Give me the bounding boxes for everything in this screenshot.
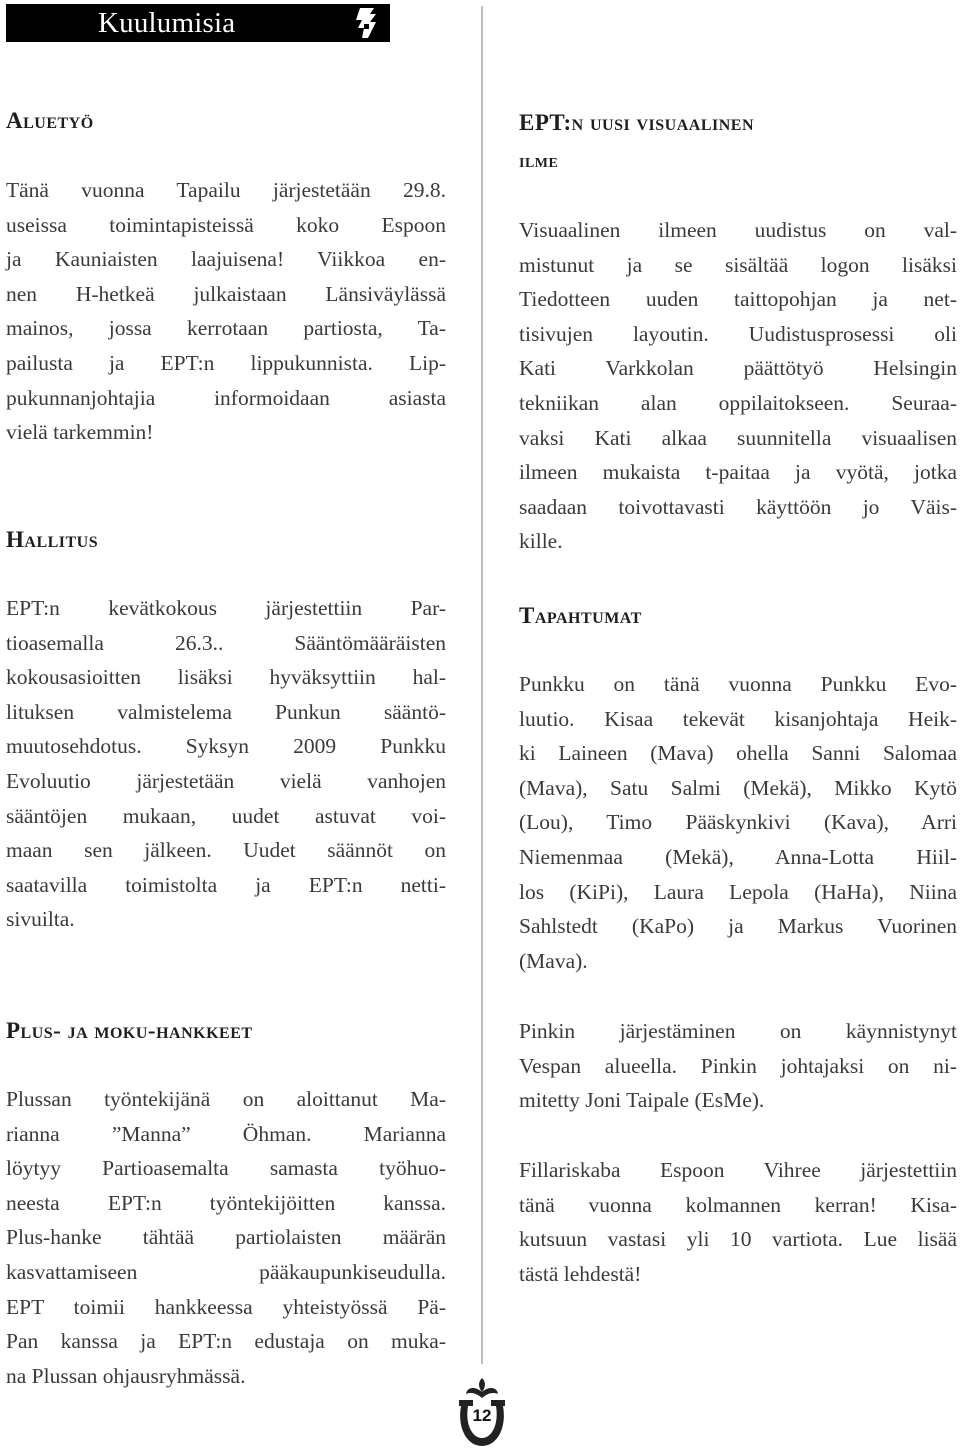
text-line: Pinkin järjestäminen on käynnistynyt — [519, 1019, 957, 1043]
paragraph-tapahtumat-pinkki — [519, 1014, 957, 1118]
text-line: sääntöjen mukaan, uudet astuvat voi- — [6, 803, 446, 828]
text-line: löytyy Partioasemalta samasta työhuo- — [6, 1156, 446, 1181]
text-line: kokousasioitten lisäksi hyväksyttiin hal- — [6, 665, 446, 690]
text-line: tästä lehdestä! — [519, 1261, 642, 1286]
text-line: maan sen jälkeen. Uudet säännöt on — [6, 838, 446, 863]
text-line: pailusta ja EPT:n lippukunnista. Lip- — [6, 350, 446, 375]
text-line: kutsuun vastasi yli 10 vartiota. Lue lisää — [519, 1227, 957, 1252]
text-line: kille. — [519, 529, 563, 554]
page-number: 12 — [472, 1406, 492, 1425]
banner-title: Kuulumisia — [98, 7, 236, 39]
text-line: ki Laineen (Mava) ohella Sanni Salomaa — [519, 741, 957, 766]
text-line: Visuaalinen ilmeen uudistus on val- — [519, 218, 957, 242]
section-banner — [6, 4, 390, 42]
text-line: ja Kauniaisten laajuisena! Viikkoa en- — [6, 247, 446, 272]
text-line: Pan kanssa ja EPT:n edustaja on muka- — [6, 1329, 446, 1354]
text-line: muutosehdotus. Syksyn 2009 Punkku — [6, 734, 446, 759]
heading-hallitus: Hallitus — [6, 527, 99, 552]
text-line: neesta EPT:n työntekijöitten kanssa. — [6, 1190, 446, 1215]
text-line: (Mava), Satu Salmi (Mekä), Mikko Kytö — [519, 775, 957, 800]
text-line: Plussan työntekijänä on aloittanut Ma- — [6, 1087, 446, 1111]
heading-ilme-line1: EPT:n uusi visuaalinen — [519, 110, 754, 135]
paragraph-plus — [6, 1082, 446, 1393]
text-line: useissa toimintapisteissä koko Espoon — [6, 212, 446, 237]
text-line: tänä vuonna kolmannen kerran! Kisa- — [519, 1192, 957, 1217]
text-line: (Lou), Timo Pääskynkivi (Kava), Arri — [519, 810, 957, 835]
text-line: EPT:n kevätkokous järjestettiin Par- — [6, 596, 446, 620]
text-line: tisivujen layoutin. Uudistusprosessi oli — [519, 321, 957, 346]
text-line: rianna ”Manna” Öhman. Marianna — [6, 1121, 446, 1146]
text-line: mitetty Joni Taipale (EsMe). — [519, 1088, 765, 1113]
text-line: vaksi Kati alkaa suunnitella visuaalisen — [519, 425, 957, 450]
scout-emblem-icon — [350, 4, 390, 42]
paragraph-hallitus — [6, 591, 446, 937]
text-line: saadaan toivottavasti käyttöön jo Väis- — [519, 494, 957, 519]
text-line: Sahlstedt (KaPo) ja Markus Vuorinen — [519, 914, 957, 939]
text-line: tioasemalla 26.3.. Sääntömääräisten — [6, 630, 446, 655]
text-line: tekniikan alan oppilaitokseen. Seuraa- — [519, 390, 957, 415]
text-line: Kati Varkkolan päättötyö Helsingin — [519, 356, 957, 381]
text-line: lituksen valmistelema Punkun sääntö- — [6, 699, 446, 724]
text-line: Tänä vuonna Tapailu järjestetään 29.8. — [6, 178, 446, 202]
text-line: (Mava). — [519, 948, 588, 973]
text-line: Evoluutio järjestetään vielä vanhojen — [6, 768, 446, 793]
text-line: Plus-hanke tähtää partiolaisten määrän — [6, 1225, 446, 1250]
text-line: nen H-hetkeä julkaistaan Länsiväylässä — [6, 281, 446, 306]
text-line: EPT toimii hankkeessa yhteistyössä Pä- — [6, 1294, 446, 1319]
text-line: Tiedotteen uuden taittopohjan ja net- — [519, 287, 957, 312]
column-divider — [481, 6, 483, 1364]
heading-tapahtumat: Tapahtumat — [519, 603, 642, 628]
text-line: sivuilta. — [6, 907, 75, 932]
page-number-badge — [449, 1376, 515, 1450]
text-line: los (KiPi), Laura Lepola (HaHa), Niina — [519, 879, 957, 904]
text-line: vielä tarkemmin! — [6, 420, 154, 445]
heading-plus-ja-moku-hankkeet: Plus- ja moku-hankkeet — [6, 1018, 253, 1043]
text-line: mainos, jossa kerrotaan partiosta, Ta- — [6, 316, 446, 341]
text-line: luutio. Kisaa tekevät kisanjohtaja Heik- — [519, 706, 957, 731]
text-line: Niemenmaa (Mekä), Anna-Lotta Hiil- — [519, 844, 957, 869]
paragraph-tapahtumat-punkku — [519, 667, 957, 978]
text-line: na Plussan ohjausryhmässä. — [6, 1363, 246, 1388]
text-line: mistunut ja se sisältää logon lisäksi — [519, 252, 957, 277]
text-line: kasvattamiseen pääkaupunkiseudulla. — [6, 1259, 446, 1284]
paragraph-ilme — [519, 213, 957, 559]
text-line: saatavilla toimistolta ja EPT:n netti- — [6, 872, 446, 897]
heading-aluetyo: Aluetyö — [6, 108, 94, 133]
text-line: ilmeen mukaista t-paitaa ja vyötä, jotka — [519, 460, 957, 485]
paragraph-tapahtumat-fillariskaba — [519, 1153, 957, 1291]
text-line: Punkku on tänä vuonna Punkku Evo- — [519, 672, 957, 696]
heading-ilme-line2: ilme — [519, 150, 559, 172]
text-line: Fillariskaba Espoon Vihree järjestettiin — [519, 1158, 957, 1182]
paragraph-aluetyo — [6, 173, 446, 450]
text-line: pukunnanjohtajia informoidaan asiasta — [6, 385, 446, 410]
text-line: Vespan alueella. Pinkin johtajaksi on ni- — [519, 1053, 957, 1078]
